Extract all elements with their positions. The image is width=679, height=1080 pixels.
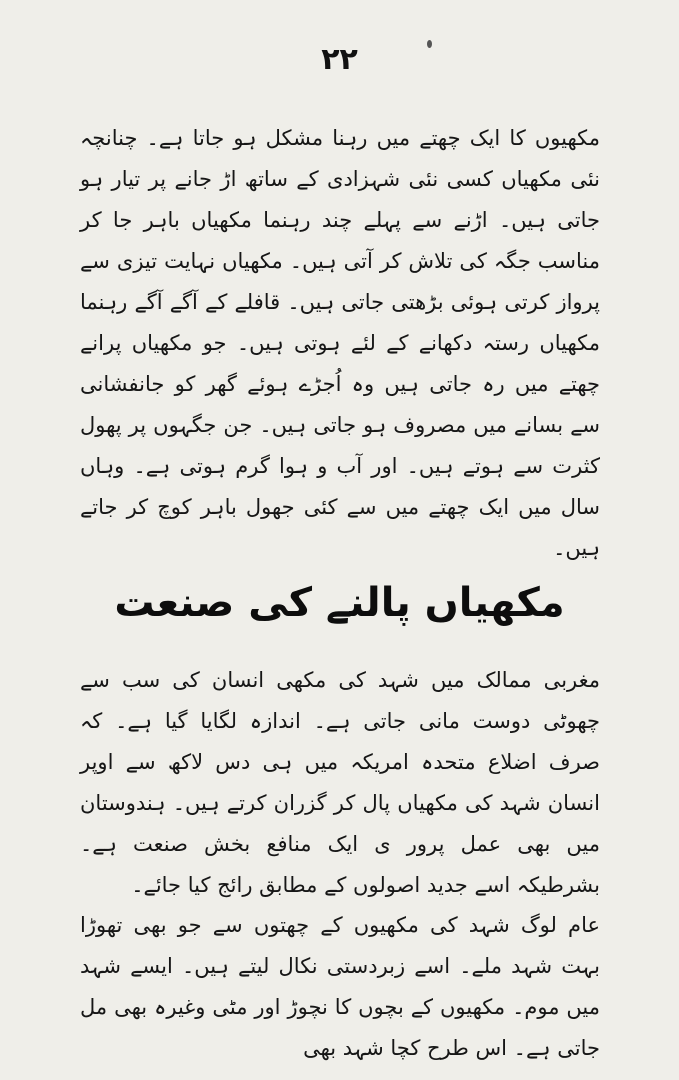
ink-speck	[427, 40, 432, 48]
paragraph-text: مغربی ممالک میں شہد کی مکھی انسان کی سب سے چھوٹی دوست مانی جاتی ہے۔ اندازہ لگایا گیا ہے۔ کہ صرف اضلاع متحدہ امریکہ میں ہی دس لاکھ سے اوپر انسان شہد کی مکھیاں پال کر گزران کرتے ہیں۔ ہندوستان میں بھی عمل پرور ی ایک منافع بخش صنعت ہے۔ بشرطیکہ اسے جدید اصولوں کے مطابق رائج کیا جائے۔	[80, 668, 600, 897]
paragraph-text: مکھیوں کا ایک چھتے میں رہنا مشکل ہو جاتا ہے۔ چنانچہ نئی مکھیاں کسی نئی شہزادی کے ساتھ اڑ جانے پر تیار ہو جاتی ہیں۔ اڑنے سے پہلے چند رہنما مکھیاں باہر جا کر مناسب جگہ کی تلاش کر آتی ہیں۔ مکھیاں نہایت تیزی سے پرواز کرتی ہوئی بڑھتی جاتی ہیں۔ قافلے کے آگے آگے رہنما مکھیاں رستہ دکھانے کے لئے ہوتی ہیں۔ جو مکھیاں پرانے چھتے میں رہ جاتی ہیں وہ اُجڑے ہوئے گھر کو جانفشانی سے بسانے میں مصروف ہو جاتی ہیں۔ جن جگہوں پر پھول کثرت سے ہوتے ہیں۔ اور آب و ہوا گرم ہوتی ہے۔ وہاں سال میں ایک چھتے میں سے کئی جھول باہر کوچ کر جاتے ہیں۔	[80, 126, 600, 560]
paragraph-industry	[80, 660, 600, 906]
section-heading: مکھیاں پالنے کی صنعت	[114, 580, 565, 626]
paragraph-extraction	[80, 905, 600, 1069]
paragraph-swarming	[80, 118, 600, 569]
page-number: ۲۲	[321, 42, 358, 77]
paragraph-text: عام لوگ شہد کی مکھیوں کے چھتوں سے جو بھی تھوڑا بہت شہد ملے۔ اسے زبردستی نکال لیتے ہیں۔ ایسے شہد میں موم۔ مکھیوں کے بچوں کا نچوڑ اور مٹی وغیرہ بھی مل جاتی ہے۔ اس طرح کچا شہد بھی	[80, 913, 600, 1060]
